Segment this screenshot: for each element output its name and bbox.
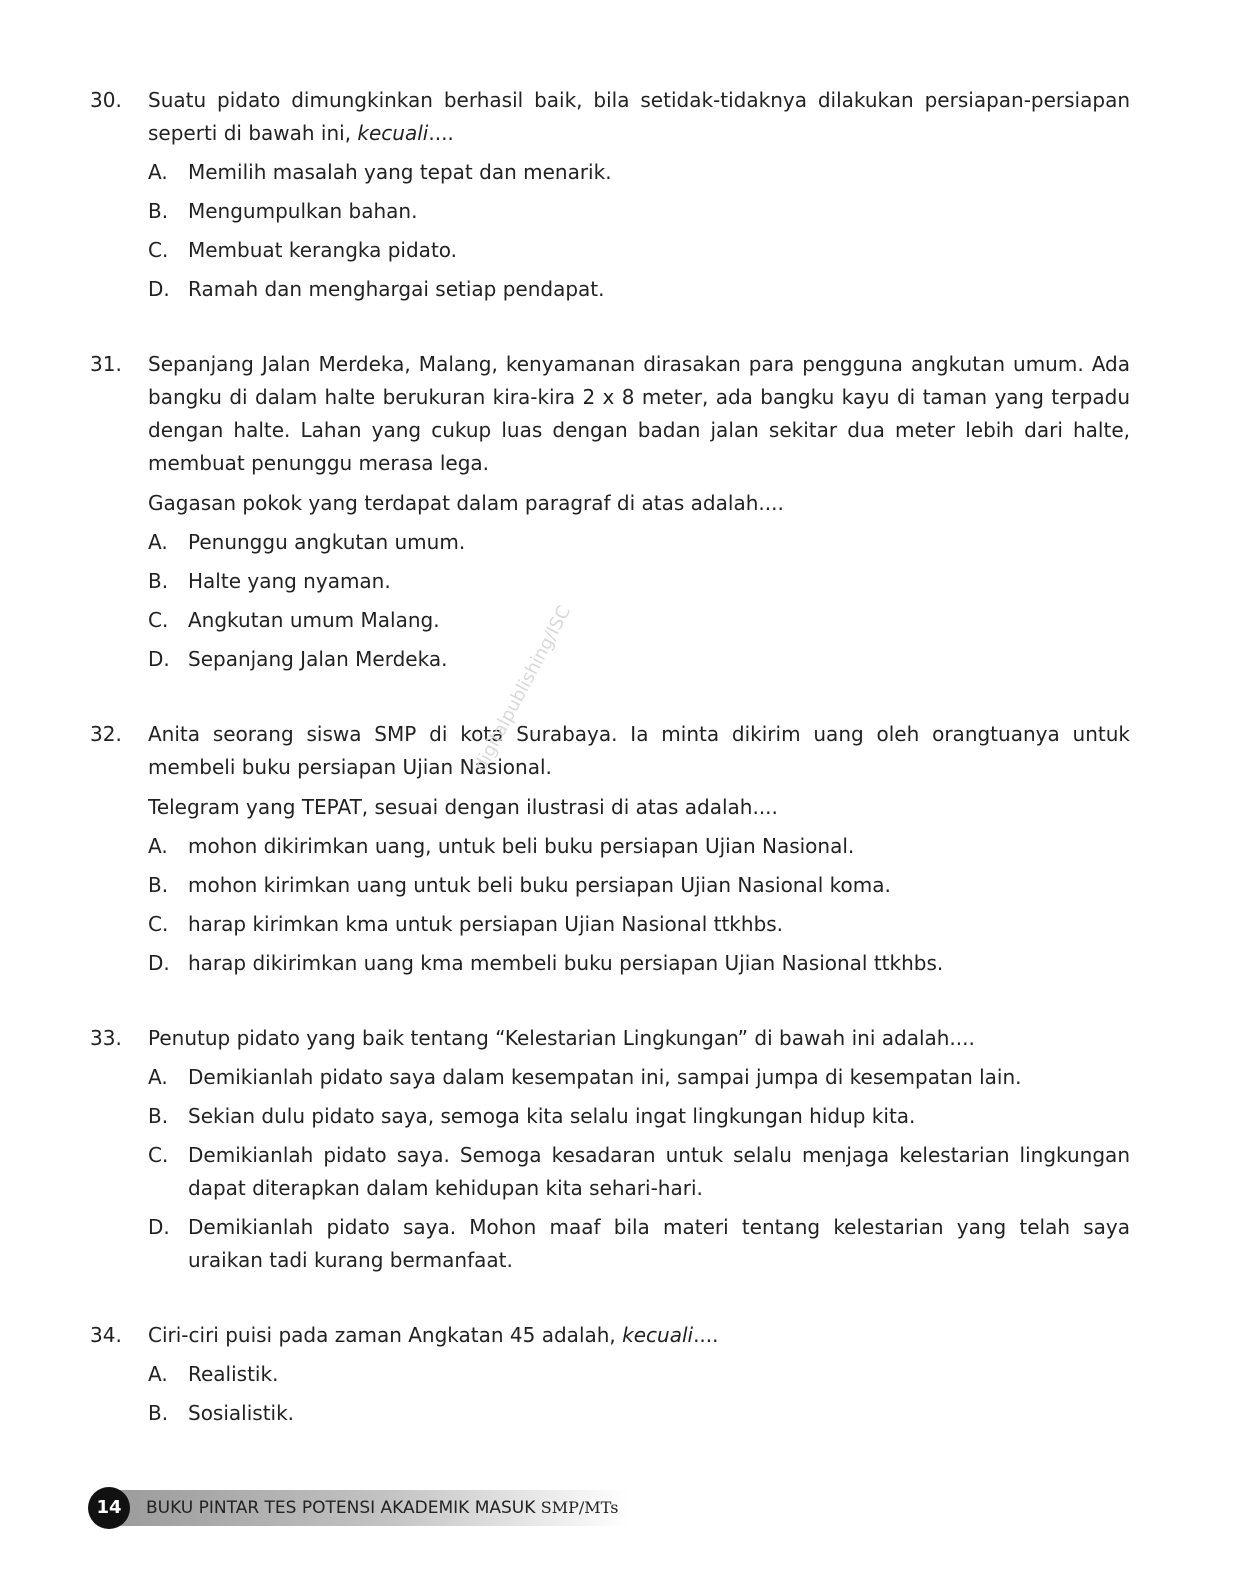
option-d	[148, 947, 1130, 980]
options-list	[148, 156, 1130, 306]
option-text: Halte yang nyaman.	[188, 569, 391, 593]
option-letter: A.	[148, 834, 168, 858]
page-footer	[88, 1487, 648, 1529]
option-text: Sekian dulu pidato saya, semoga kita selalu ingat lingkungan hidup kita.	[188, 1104, 916, 1128]
question-text	[148, 1319, 1130, 1352]
option-letter: A.	[148, 160, 168, 184]
options-list	[148, 1061, 1130, 1277]
option-letter: D.	[148, 647, 170, 671]
question-text-end: ....	[693, 1323, 719, 1347]
question-text	[148, 84, 1130, 150]
option-a	[148, 1061, 1130, 1094]
question-31	[90, 348, 1130, 676]
option-c	[148, 1139, 1130, 1205]
option-letter: D.	[148, 1215, 170, 1239]
option-letter: B.	[148, 569, 169, 593]
question-text-italic: kecuali	[357, 121, 429, 145]
option-c	[148, 234, 1130, 267]
question-prompt: Telegram yang TEPAT, sesuai dengan ilustrasi di atas adalah....	[148, 795, 778, 819]
option-text: mohon dikirimkan uang, untuk beli buku persiapan Ujian Nasional.	[188, 834, 855, 858]
question-number: 30.	[90, 88, 122, 112]
option-text: Sosialistik.	[188, 1401, 295, 1425]
option-b	[148, 869, 1130, 902]
option-letter: A.	[148, 530, 168, 554]
option-text: Sepanjang Jalan Merdeka.	[188, 647, 448, 671]
question-number: 32.	[90, 722, 122, 746]
question-text-main: Suatu pidato dimungkinkan berhasil baik, bila setidak-tidaknya dilakukan persiapan-persiapan seperti di bawah ini,	[148, 88, 1130, 145]
question-text: Anita seorang siswa SMP di kota Surabaya. Ia minta dikirim uang oleh orangtuanya untuk membeli buku persiapan Ujian Nasional.	[148, 722, 1130, 779]
question-text: Penutup pidato yang baik tentang “Kelestarian Lingkungan” di bawah ini adalah....	[148, 1026, 975, 1050]
option-text: Ramah dan menghargai setiap pendapat.	[188, 277, 605, 301]
option-letter: C.	[148, 238, 169, 262]
option-b	[148, 565, 1130, 598]
question-34	[90, 1319, 1130, 1430]
option-d	[148, 273, 1130, 306]
question-prompt: Gagasan pokok yang terdapat dalam paragraf di atas adalah....	[148, 491, 784, 515]
option-letter: D.	[148, 951, 170, 975]
option-text: Mengumpulkan bahan.	[188, 199, 418, 223]
question-number: 31.	[90, 352, 122, 376]
option-text: Angkutan umum Malang.	[188, 608, 440, 632]
option-text: Demikianlah pidato saya. Mohon maaf bila materi tentang kelestarian yang telah saya uraikan tadi kurang bermanfaat.	[188, 1215, 1130, 1272]
option-text: Penunggu angkutan umum.	[188, 530, 466, 554]
option-text: mohon kirimkan uang untuk beli buku persiapan Ujian Nasional koma.	[188, 873, 891, 897]
watermark: digitalpublishing/ISC	[470, 602, 576, 775]
option-a	[148, 526, 1130, 559]
option-d	[148, 643, 1130, 676]
option-letter: A.	[148, 1065, 168, 1089]
question-number: 34.	[90, 1323, 122, 1347]
question-text-italic: kecuali	[622, 1323, 694, 1347]
option-letter: D.	[148, 277, 170, 301]
option-b	[148, 195, 1130, 228]
option-a	[148, 1358, 1130, 1391]
option-letter: B.	[148, 1401, 169, 1425]
option-b	[148, 1397, 1130, 1430]
question-list	[90, 84, 1130, 1472]
option-d	[148, 1211, 1130, 1277]
options-list	[148, 526, 1130, 676]
book-title-main: BUKU PINTAR TES POTENSI AKADEMIK MASUK	[146, 1498, 541, 1518]
question-text-main: Ciri-ciri puisi pada zaman Angkatan 45 adalah,	[148, 1323, 623, 1347]
option-letter: B.	[148, 873, 169, 897]
option-letter: C.	[148, 1143, 169, 1167]
option-text: Membuat kerangka pidato.	[188, 238, 458, 262]
option-letter: C.	[148, 608, 169, 632]
options-list	[148, 1358, 1130, 1430]
book-title-sub: SMP/MTs	[540, 1498, 619, 1517]
question-32	[90, 718, 1130, 980]
option-letter: B.	[148, 1104, 169, 1128]
question-number: 33.	[90, 1026, 122, 1050]
option-letter: A.	[148, 1362, 168, 1386]
option-b	[148, 1100, 1130, 1133]
page-number: 14	[88, 1487, 130, 1529]
options-list	[148, 830, 1130, 980]
question-text-end: ....	[428, 121, 454, 145]
option-text: harap kirimkan kma untuk persiapan Ujian Nasional ttkhbs.	[188, 912, 784, 936]
option-c	[148, 604, 1130, 637]
option-text: Demikianlah pidato saya dalam kesempatan ini, sampai jumpa di kesempatan lain.	[188, 1065, 1022, 1089]
option-letter: C.	[148, 912, 169, 936]
option-letter: B.	[148, 199, 169, 223]
option-text: Demikianlah pidato saya. Semoga kesadaran untuk selalu menjaga kelestarian lingkungan dapat diterapkan dalam kehidupan kita sehari-hari.	[188, 1143, 1130, 1200]
option-a	[148, 830, 1130, 863]
question-text: Sepanjang Jalan Merdeka, Malang, kenyamanan dirasakan para pengguna angkutan umum. Ada bangku di dalam halte berukuran kira-kira 2 x 8 meter, ada bangku kayu di taman yang terpadu dengan halte. Lahan yang cukup luas dengan badan jalan sekitar dua meter lebih dari halte, membuat penunggu merasa lega.	[148, 352, 1130, 475]
question-33	[90, 1022, 1130, 1277]
option-text: Memilih masalah yang tepat dan menarik.	[188, 160, 612, 184]
option-c	[148, 908, 1130, 941]
question-30	[90, 84, 1130, 306]
book-title	[146, 1487, 618, 1529]
option-text: Realistik.	[188, 1362, 279, 1386]
option-a	[148, 156, 1130, 189]
option-text: harap dikirimkan uang kma membeli buku persiapan Ujian Nasional ttkhbs.	[188, 951, 944, 975]
